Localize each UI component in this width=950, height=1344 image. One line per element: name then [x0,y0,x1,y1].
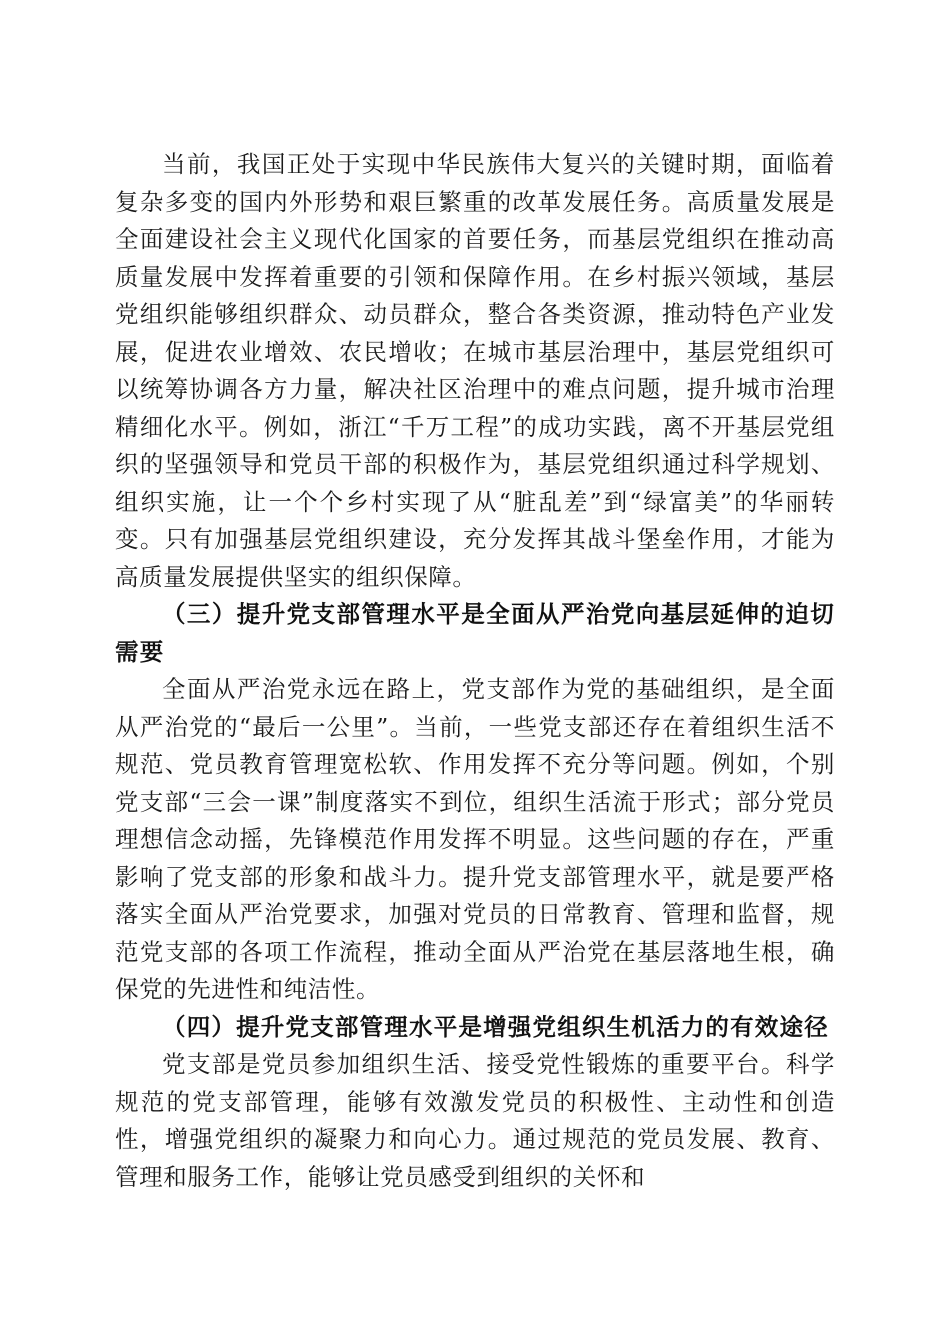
section-heading-4: （四）提升党支部管理水平是增强党组织生机活力的有效途径 [162,1012,829,1041]
document-body [115,146,835,1196]
paragraph-strict-governance: 全面从严治党永远在路上，党支部作为党的基础组织，是全面从严治党的“最后一公里”。当前，一些党支部还存在着组织生活不规范、党员教育管理宽松软、作用发挥不充分等问题。例如，个别党支部“三会一课”制度落实不到位，组织生活流于形式；部分党员理想信念动摇，先锋模范作用发挥不明显。这些问题的存在，严重影响了党支部的形象和战斗力。提升党支部管理水平，就是要严格落实全面从严治党要求，加强对党员的日常教育、管理和监督，规范党支部的各项工作流程，推动全面从严治党在基层落地生根，确保党的先进性和纯洁性。 [115,675,835,1003]
section-heading-3: （三）提升党支部管理水平是全面从严治党向基层延伸的迫切需要 [115,600,835,666]
paragraph-high-quality-development: 当前，我国正处于实现中华民族伟大复兴的关键时期，面临着复杂多变的国内外形势和艰巨繁重的改革发展任务。高质量发展是全面建设社会主义现代化国家的首要任务，而基层党组织在推动高质量发展中发挥着重要的引领和保障作用。在乡村振兴领域，基层党组织能够组织群众、动员群众，整合各类资源，推动特色产业发展，促进农业增效、农民增收；在城市基层治理中，基层党组织可以统筹协调各方力量，解决社区治理中的难点问题，提升城市治理精细化水平。例如，浙江“千万工程”的成功实践，离不开基层党组织的坚强领导和党员干部的积极作为，基层党组织通过科学规划、组织实施，让一个个乡村实现了从“脏乱差”到“绿富美”的华丽转变。只有加强基层党组织建设，充分发挥其战斗堡垒作用，才能为高质量发展提供坚实的组织保障。 [115,150,835,591]
paragraph-party-vitality: 党支部是党员参加组织生活、接受党性锻炼的重要平台。科学规范的党支部管理，能够有效激发党员的积极性、主动性和创造性，增强党组织的凝聚力和向心力。通过规范的党员发展、教育、管理和服务工作，能够让党员感受到组织的关怀和 [115,1050,835,1191]
